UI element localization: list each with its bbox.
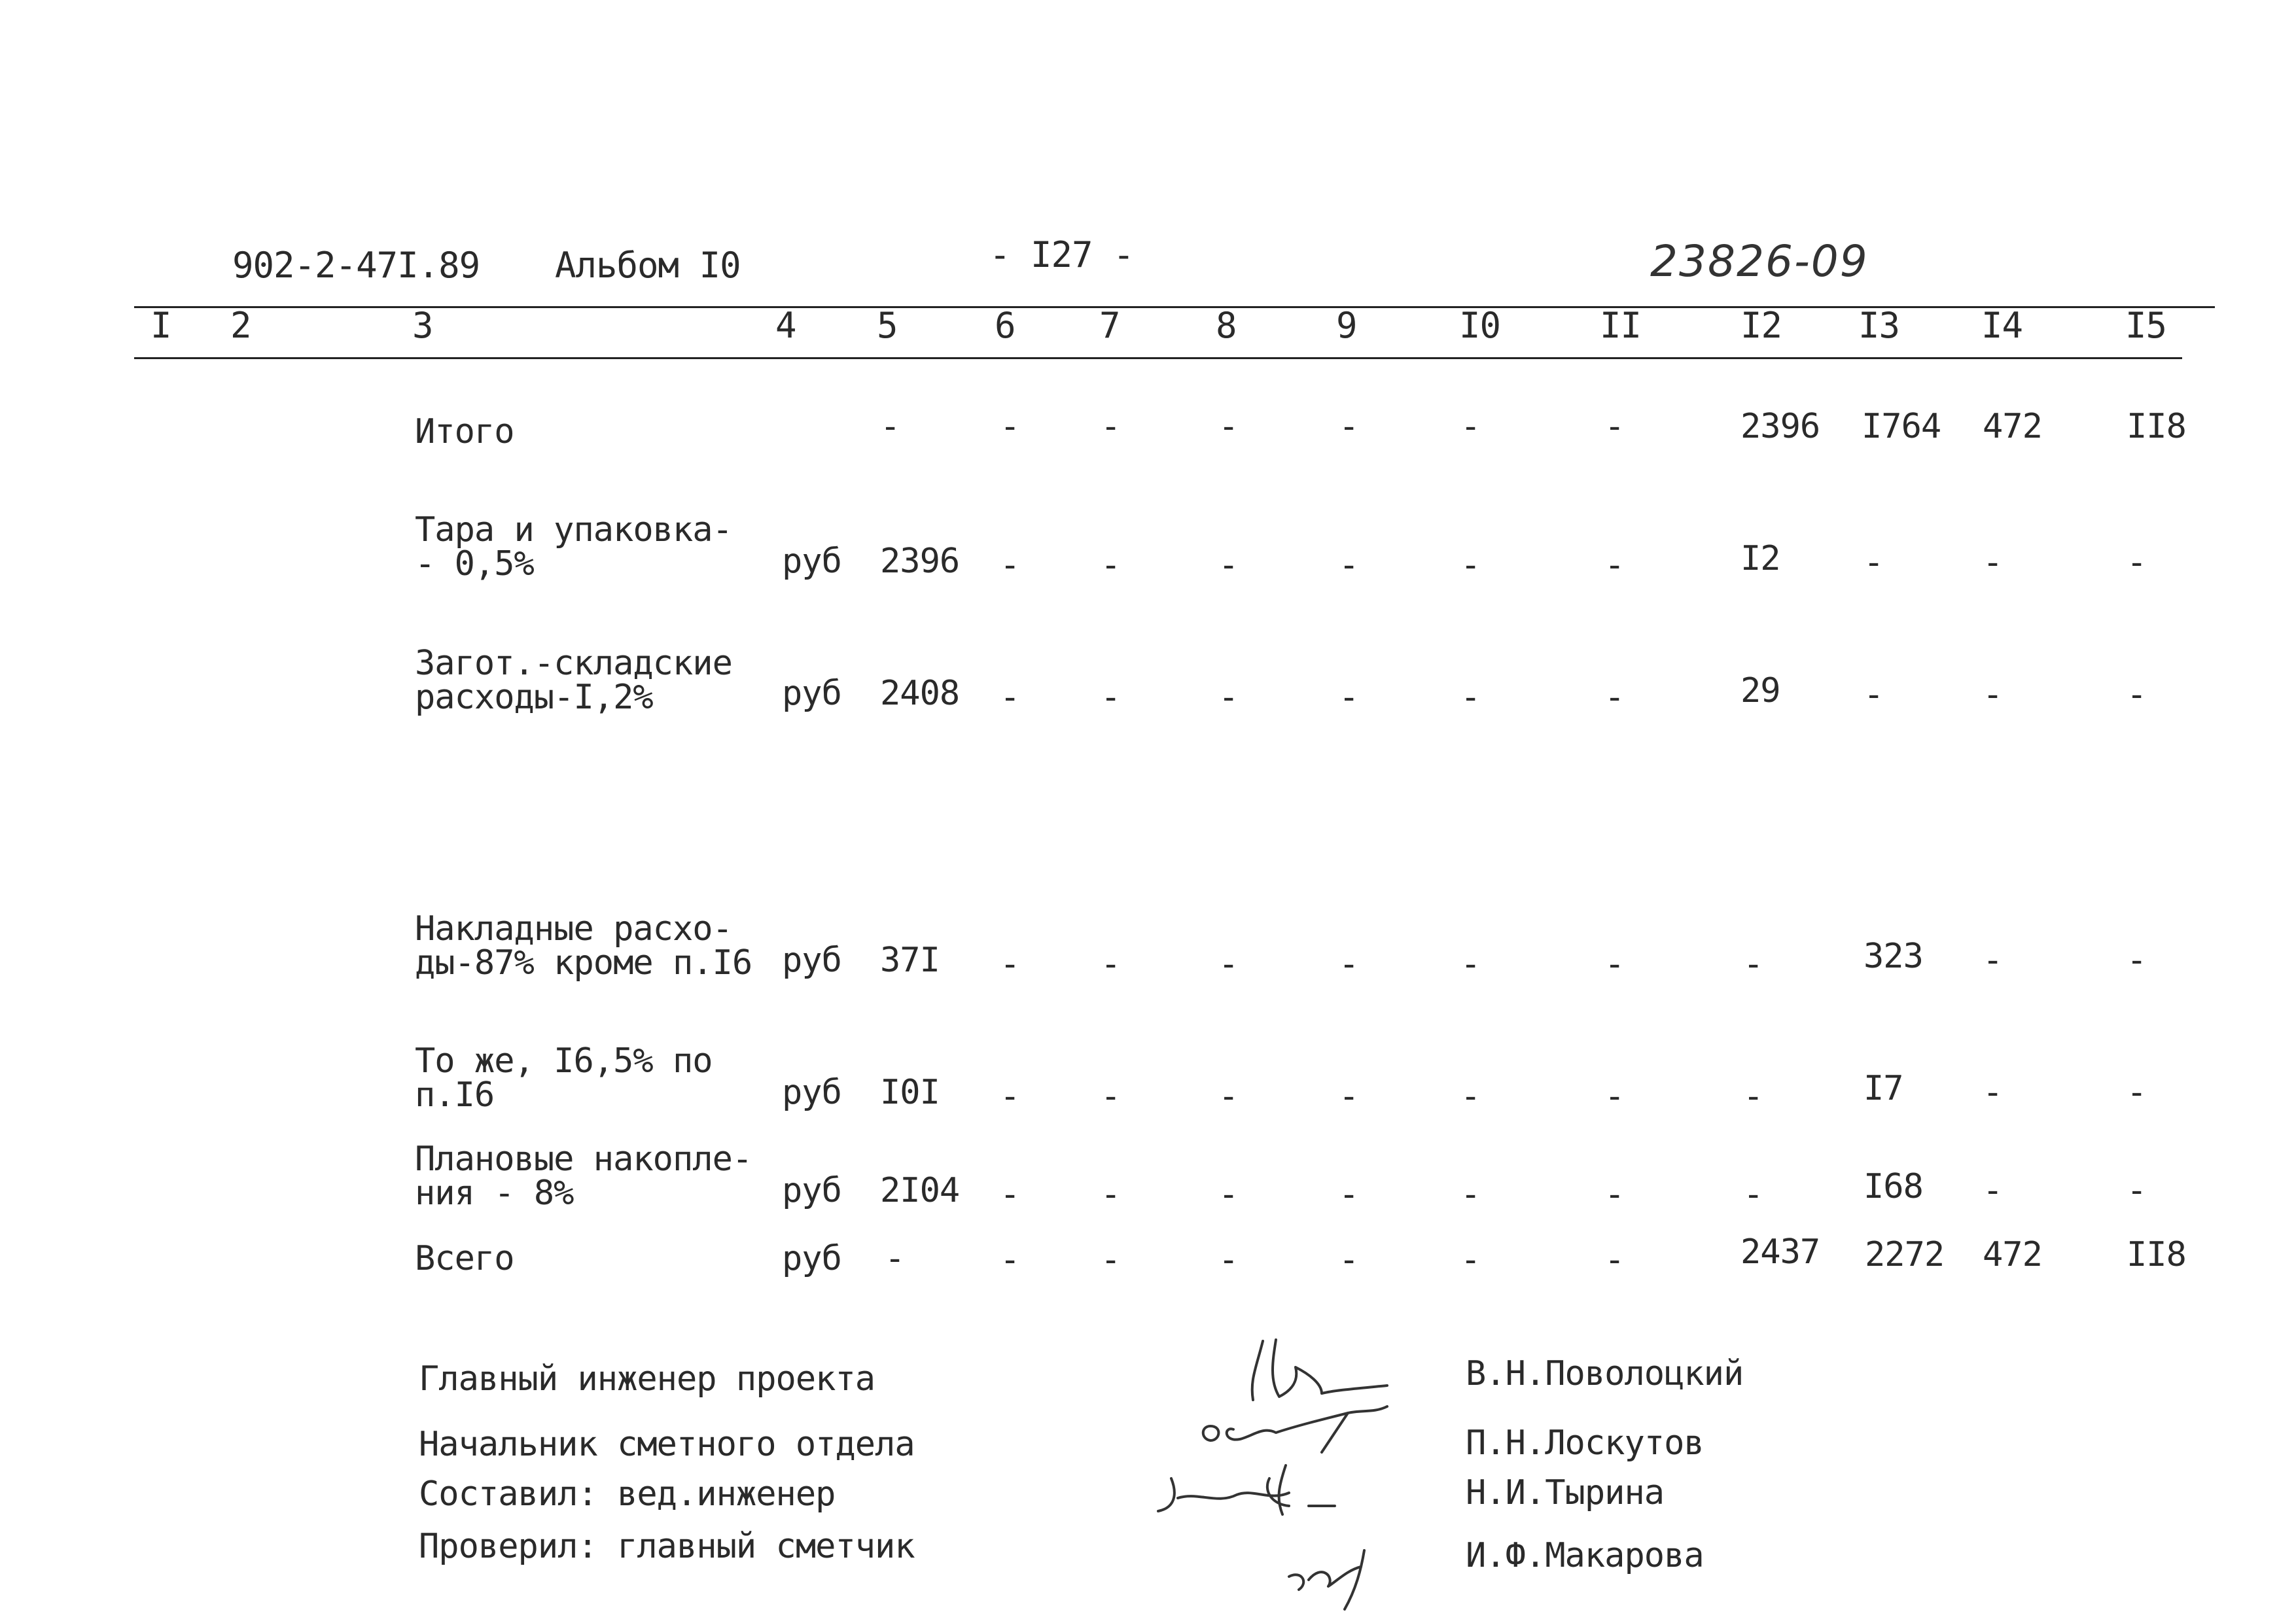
- cell-col15: -: [2127, 675, 2147, 714]
- cell-col5: 37I: [880, 941, 940, 980]
- cell-col14: -: [1983, 1171, 2003, 1210]
- cell-col14: -: [1983, 941, 2003, 980]
- cell-col12: I2: [1740, 539, 1780, 578]
- cell-col8: -: [1218, 678, 1239, 717]
- cell-col12: -: [1743, 945, 1763, 984]
- cell-col9: -: [1339, 407, 1359, 446]
- row-unit: руб: [782, 1171, 841, 1210]
- cell-col11: -: [1604, 1240, 1625, 1280]
- cell-col14: -: [1983, 1073, 2003, 1112]
- column-number: 6: [995, 305, 1016, 346]
- cell-col13: 323: [1863, 937, 1923, 976]
- cell-col14: -: [1983, 543, 2003, 582]
- cell-col15: -: [2127, 543, 2147, 582]
- cell-col13: I7: [1863, 1069, 1903, 1108]
- album-label: Альбом I0: [555, 245, 741, 286]
- cell-col12: -: [1743, 1077, 1763, 1116]
- cell-col8: -: [1218, 1175, 1239, 1214]
- cell-col7: -: [1101, 1175, 1121, 1214]
- header-bottom-rule: [134, 357, 2182, 359]
- cell-col15: II8: [2127, 407, 2186, 446]
- signature-name: В.Н.Поволоцкий: [1466, 1354, 1744, 1393]
- cell-col14: 472: [1983, 1235, 2042, 1274]
- column-number: 7: [1099, 305, 1120, 346]
- cell-col9: -: [1339, 945, 1359, 984]
- cell-col11: -: [1604, 945, 1625, 984]
- cell-col10: -: [1460, 1175, 1481, 1214]
- signature-role: Проверил: главный сметчик: [419, 1527, 915, 1566]
- row-label: Тара и упаковка- - 0,5%: [415, 510, 732, 584]
- column-number: I2: [1740, 305, 1782, 346]
- cell-col12: 2437: [1740, 1232, 1820, 1272]
- cell-col11: -: [1604, 546, 1625, 585]
- cell-col7: -: [1101, 678, 1121, 717]
- column-number: 3: [412, 305, 433, 346]
- cell-col14: 472: [1983, 407, 2042, 446]
- cell-col15: -: [2127, 1073, 2147, 1112]
- cell-col7: -: [1101, 546, 1121, 585]
- column-number: 8: [1216, 305, 1237, 346]
- column-number: 2: [230, 305, 251, 346]
- cell-col10: -: [1460, 678, 1481, 717]
- cell-col5: I0I: [880, 1073, 940, 1112]
- cell-col9: -: [1339, 1077, 1359, 1116]
- cell-col10: -: [1460, 945, 1481, 984]
- cell-col12: 29: [1740, 671, 1780, 710]
- column-number: II: [1600, 305, 1642, 346]
- cell-col11: -: [1604, 407, 1625, 446]
- row-label: Плановые накопле- ния - 8%: [415, 1140, 752, 1213]
- cell-col6: -: [1000, 678, 1020, 717]
- cell-col12: 2396: [1740, 407, 1820, 446]
- column-number: I5: [2125, 305, 2167, 346]
- cell-col6: -: [1000, 945, 1020, 984]
- cell-col7: -: [1101, 945, 1121, 984]
- signature-name: П.Н.Лоскутов: [1466, 1423, 1704, 1463]
- cell-col6: -: [1000, 1175, 1020, 1214]
- signature-role: Главный инженер проекта: [419, 1359, 875, 1399]
- cell-col13: I764: [1862, 407, 1941, 446]
- column-number: I3: [1858, 305, 1900, 346]
- cell-col6: -: [1000, 1240, 1020, 1280]
- cell-col9: -: [1339, 1175, 1359, 1214]
- cell-col5: 2396: [880, 542, 960, 581]
- handwritten-signatures: [1112, 1328, 1466, 1616]
- row-label: Накладные расхо- ды-87% кроме п.I6: [415, 909, 752, 983]
- cell-col6: -: [1000, 1077, 1020, 1116]
- cell-col8: -: [1218, 407, 1239, 446]
- cell-col13: -: [1863, 543, 1884, 582]
- row-unit: руб: [782, 1073, 841, 1112]
- row-label: Всего: [415, 1239, 514, 1278]
- cell-col12: -: [1743, 1175, 1763, 1214]
- row-unit: руб: [782, 674, 841, 713]
- cell-col5: -: [885, 1239, 905, 1278]
- cell-col11: -: [1604, 678, 1625, 717]
- column-number: I: [150, 305, 171, 346]
- cell-col13: 2272: [1865, 1235, 1945, 1274]
- cell-col15: -: [2127, 1171, 2147, 1210]
- cell-col9: -: [1339, 678, 1359, 717]
- signature-name: Н.И.Тырина: [1466, 1473, 1665, 1512]
- cell-col13: I68: [1863, 1167, 1923, 1206]
- signature-role: Составил: вед.инженер: [419, 1475, 836, 1514]
- cell-col15: II8: [2127, 1235, 2186, 1274]
- cell-col14: -: [1983, 675, 2003, 714]
- column-number: I0: [1459, 305, 1501, 346]
- cell-col7: -: [1101, 1077, 1121, 1116]
- cell-col9: -: [1339, 546, 1359, 585]
- cell-col8: -: [1218, 1077, 1239, 1116]
- column-number: 4: [775, 305, 796, 346]
- column-number: I4: [1981, 305, 2023, 346]
- cell-col8: -: [1218, 945, 1239, 984]
- cell-col10: -: [1460, 407, 1481, 446]
- row-unit: руб: [782, 542, 841, 581]
- cell-col10: -: [1460, 546, 1481, 585]
- cell-col7: -: [1101, 1240, 1121, 1280]
- cell-col8: -: [1218, 546, 1239, 585]
- column-number: 9: [1336, 305, 1357, 346]
- cell-col15: -: [2127, 941, 2147, 980]
- stamp-number: 23826-09: [1650, 236, 1869, 287]
- column-number: 5: [877, 305, 898, 346]
- cell-col13: -: [1863, 675, 1884, 714]
- cell-col10: -: [1460, 1077, 1481, 1116]
- signature-name: И.Ф.Макарова: [1466, 1536, 1704, 1575]
- cell-col6: -: [1000, 546, 1020, 585]
- cell-col11: -: [1604, 1175, 1625, 1214]
- row-unit: руб: [782, 1239, 841, 1278]
- cell-col5: -: [880, 407, 900, 446]
- signature-role: Начальник сметного отдела: [419, 1425, 915, 1464]
- cell-col6: -: [1000, 407, 1020, 446]
- cell-col7: -: [1101, 407, 1121, 446]
- cell-col9: -: [1339, 1240, 1359, 1280]
- page-number: - I27 -: [989, 234, 1134, 275]
- cell-col5: 2I04: [880, 1171, 960, 1210]
- cell-col8: -: [1218, 1240, 1239, 1280]
- cell-col10: -: [1460, 1240, 1481, 1280]
- row-label: То же, I6,5% по п.I6: [415, 1041, 713, 1115]
- document-code: 902-2-47I.89: [232, 245, 480, 286]
- row-label: Итого: [415, 412, 514, 451]
- row-label: Загот.-складские расходы-I,2%: [415, 644, 732, 717]
- cell-col5: 2408: [880, 674, 960, 713]
- header-top-rule: [134, 306, 2215, 308]
- cell-col11: -: [1604, 1077, 1625, 1116]
- row-unit: руб: [782, 941, 841, 980]
